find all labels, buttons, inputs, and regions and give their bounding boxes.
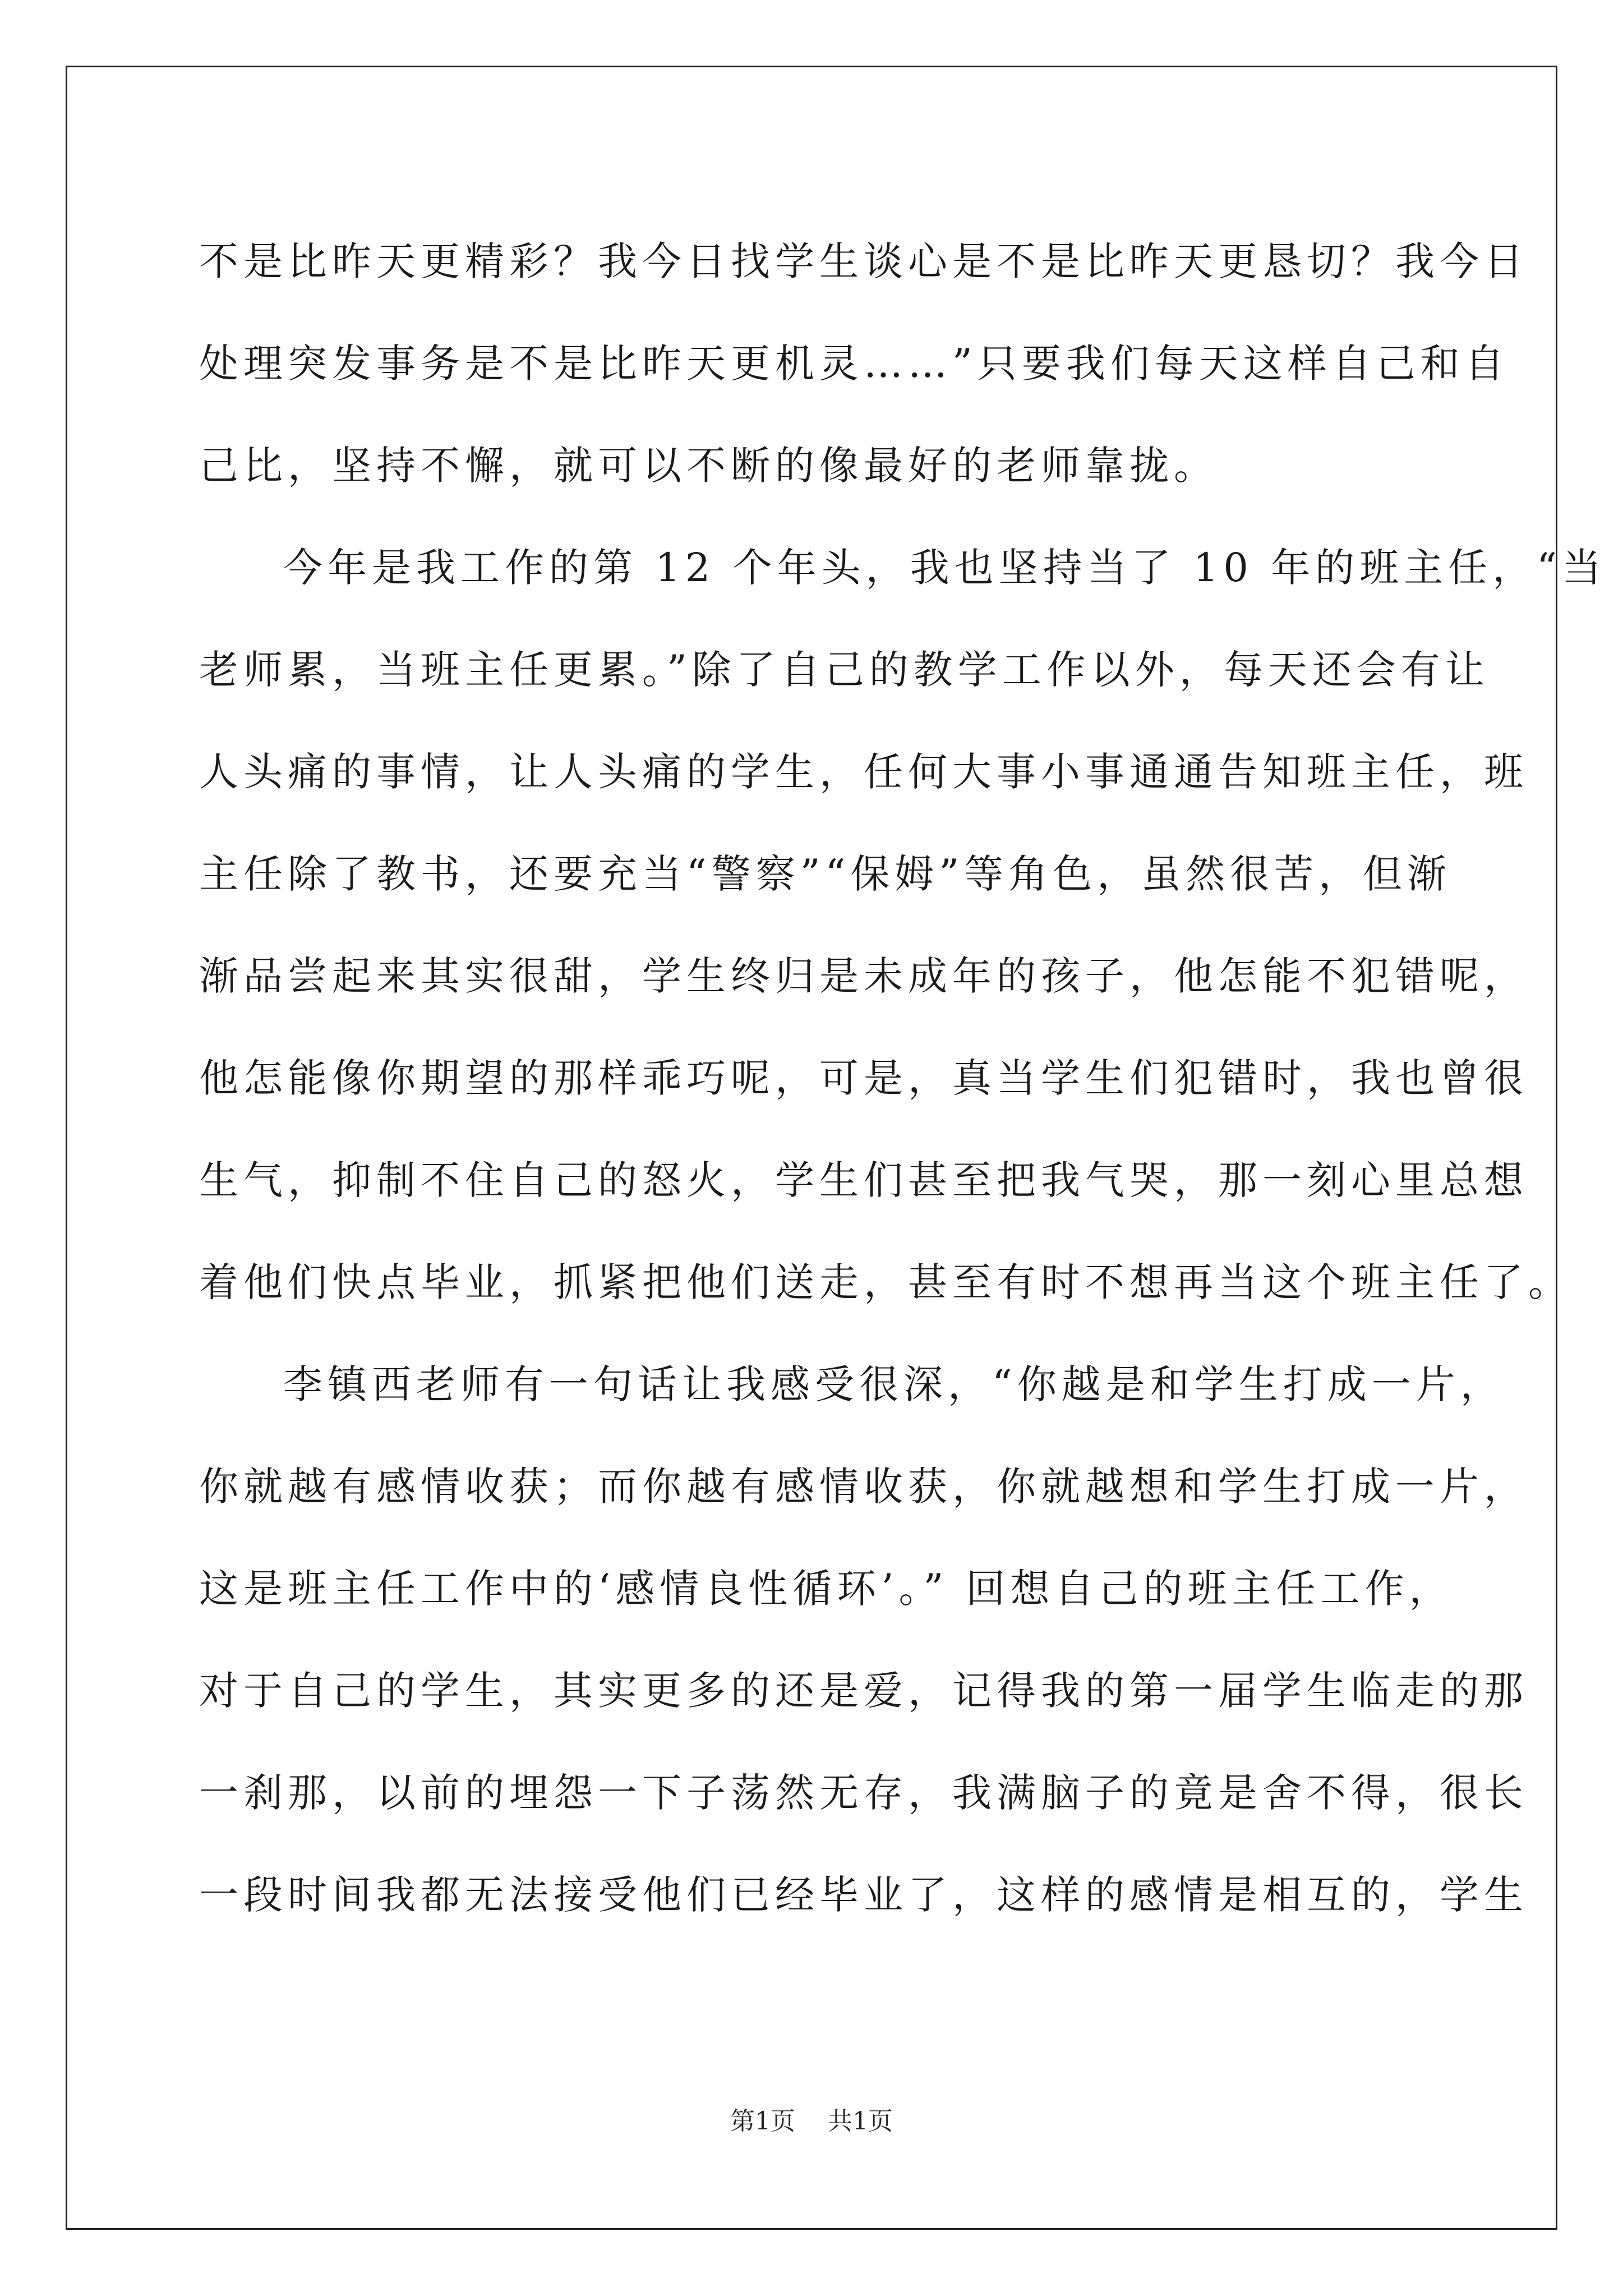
text-line: 这是班主任工作中的‘感情良性循环’。” 回想自己的班主任工作， xyxy=(199,1566,1454,1612)
text-line: 不是比昨天更精彩？我今日找学生谈心是不是比昨天更恳切？我今日 xyxy=(199,238,1528,284)
text-line: 人头痛的事情，让人头痛的学生，任何大事小事通通告知班主任，班 xyxy=(199,749,1528,795)
page-footer xyxy=(0,2105,1623,2138)
text-line: 渐品尝起来其实很甜，学生终归是未成年的孩子，他怎能不犯错呢， xyxy=(199,953,1528,999)
text-line: 己比，坚持不懈，就可以不断的像最好的老师靠拢。 xyxy=(199,443,1218,489)
paragraph-first-line: 李镇西老师有一句话让我感受很深，“你越是和学生打成一片， xyxy=(283,1361,1505,1407)
page-number: 第1页 xyxy=(730,2107,795,2136)
text-line: 着他们快点毕业，抓紧把他们送走，甚至有时不想再当这个班主任了。 xyxy=(199,1259,1573,1305)
text-line: 处理突发事务是不是比昨天更机灵……”只要我们每天这样自己和自 xyxy=(199,341,1509,386)
text-line: 一刹那，以前的埋怨一下子荡然无存，我满脑子的竟是舍不得，很长 xyxy=(199,1770,1528,1816)
text-line: 他怎能像你期望的那样乖巧呢，可是，真当学生们犯错时，我也曾很 xyxy=(199,1055,1528,1101)
page-total: 共1页 xyxy=(828,2107,893,2136)
text-line: 对于自己的学生，其实更多的还是爱，记得我的第一届学生临走的那 xyxy=(199,1668,1528,1714)
text-line: 主任除了教书，还要充当“警察”“保姆”等角色，虽然很苦，但渐 xyxy=(199,851,1452,897)
paragraph-first-line: 今年是我工作的第 12 个年头，我也坚持当了 10 年的班主任，“当 xyxy=(283,545,1606,591)
text-line: 生气，抑制不住自己的怒火，学生们甚至把我气哭，那一刻心里总想 xyxy=(199,1157,1528,1203)
text-line: 你就越有感情收获；而你越有感情收获，你就越想和学生打成一片， xyxy=(199,1464,1528,1510)
text-line: 老师累，当班主任更累。”除了自己的教学工作以外，每天还会有让 xyxy=(199,647,1490,693)
document-body xyxy=(199,210,1606,1946)
text-line: 一段时间我都无法接受他们已经毕业了，这样的感情是相互的，学生 xyxy=(199,1872,1528,1918)
